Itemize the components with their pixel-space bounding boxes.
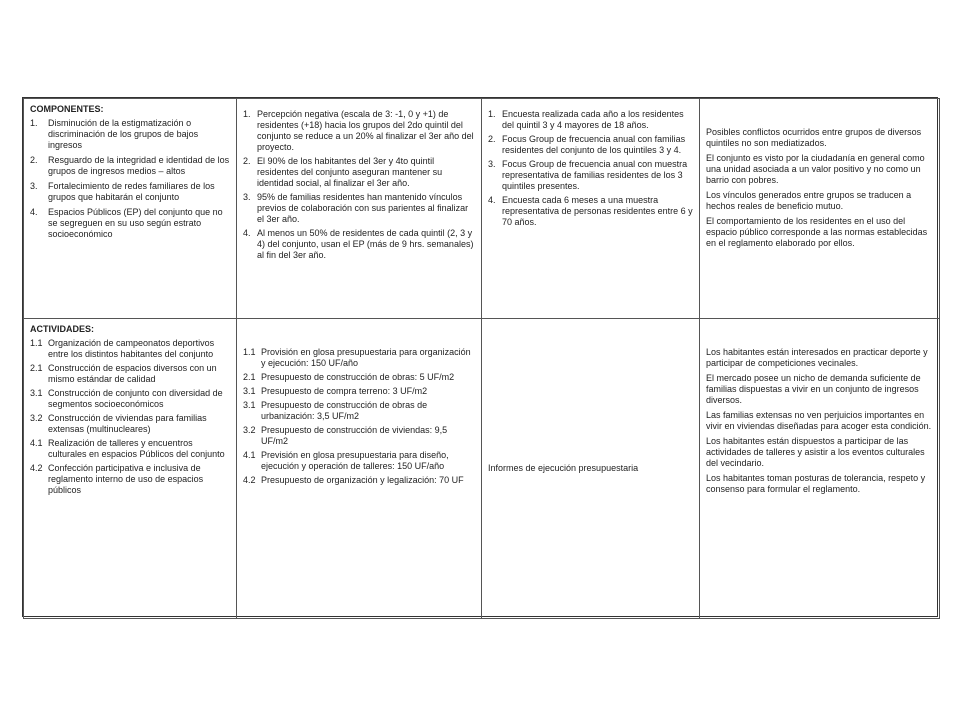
assumption-paragraph: Los vínculos generados entre grupos se traducen a hechos reales de beneficio mutuo. [706, 190, 912, 211]
item-number: 2.1 [30, 363, 43, 373]
item-text: Provisión en glosa presupuestaria para organización y ejecución: 150 UF/año [261, 347, 471, 368]
item-text: Presupuesto de construcción de obras de urbanización: 3,5 UF/m2 [261, 400, 428, 421]
list-item [488, 109, 693, 131]
list-item [30, 338, 230, 360]
assumption-paragraph: Los habitantes están interesados en practicar deporte y participar de competiciones vecinales. [706, 347, 928, 368]
item-number: 3.2 [243, 425, 256, 435]
item-text: Presupuesto de organización y legalización: 70 UF [261, 475, 464, 485]
item-number: 3.1 [243, 386, 256, 396]
list-item [243, 347, 475, 369]
item-number: 3.1 [243, 400, 256, 410]
activities-cell [24, 319, 237, 619]
list-item [30, 155, 230, 177]
item-number: 1. [488, 109, 496, 119]
item-text: Focus Group de frecuencia anual con muestra representativa de familias residentes de los 3 quintiles presentes. [502, 159, 688, 191]
logframe-table [22, 97, 938, 617]
resources-cell [237, 319, 482, 619]
list-item [243, 400, 475, 422]
activities-assumptions-cell [700, 319, 940, 619]
item-number: 4.1 [30, 438, 43, 448]
item-number: 1. [243, 109, 251, 119]
list-item [243, 372, 475, 383]
list-item [30, 207, 230, 240]
list-item [243, 425, 475, 447]
item-text: Fortalecimiento de redes familiares de los grupos que habitarán el conjunto [48, 181, 215, 202]
item-text: Disminución de la estigmatización o discriminación de los grupos de bajos ingresos [48, 118, 199, 150]
list-item [243, 386, 475, 397]
list-item [30, 413, 230, 435]
item-text: Construcción de viviendas para familias extensas (multinucleares) [48, 413, 207, 434]
item-text: Presupuesto de construcción de obras: 5 UF/m2 [261, 372, 455, 382]
components-header: COMPONENTES: [30, 104, 104, 114]
budget-reports-text: Informes de ejecución presupuestaria [488, 463, 639, 473]
components-row [24, 99, 940, 319]
resources-list [243, 347, 475, 486]
list-item [243, 475, 475, 486]
item-text: Encuesta realizada cada año a los residentes del quintil 3 y 4 mayores de 18 años. [502, 109, 684, 130]
item-number: 2. [243, 156, 251, 166]
item-text: Encuesta cada 6 meses a una muestra representativa de personas residentes entre 6 y 70 años. [502, 195, 693, 227]
item-number: 2. [488, 134, 496, 144]
verification-cell [482, 99, 700, 319]
item-number: 4. [243, 228, 251, 238]
indicators-list [243, 109, 475, 261]
item-text: Organización de campeonatos deportivos entre los distintos habitantes del conjunto [48, 338, 215, 359]
list-item [243, 228, 475, 261]
item-number: 3. [243, 192, 251, 202]
list-item [488, 195, 693, 228]
item-text: Previsión en glosa presupuestaria para diseño, ejecución y operación de talleres: 150 UF/año [261, 450, 449, 471]
item-text: Espacios Públicos (EP) del conjunto que no se segreguen en su uso según estrato socioeconómico [48, 207, 223, 239]
indicators-cell [237, 99, 482, 319]
matrix-table [23, 98, 940, 619]
assumptions-cell [700, 99, 940, 319]
item-text: Construcción de espacios diversos con un mismo estándar de calidad [48, 363, 217, 384]
item-text: Al menos un 50% de residentes de cada quintil (2, 3 y 4) del conjunto, usan el EP (más de 9 hrs. semanales) al fin del 3er año. [257, 228, 474, 260]
assumption-paragraph: El mercado posee un nicho de demanda suficiente de familias dispuestas a vivir en un conjunto de ingresos diversos. [706, 373, 921, 405]
assumption-paragraph: Las familias extensas no ven perjuicios importantes en vivir en viviendas diseñadas para acoger esta condición. [706, 410, 932, 431]
assumption-paragraph: Los habitantes toman posturas de tolerancia, respeto y consenso para formular el reglamento. [706, 473, 926, 494]
activities-verification-cell [482, 319, 700, 619]
item-number: 4. [488, 195, 496, 205]
list-item [488, 159, 693, 192]
item-text: Presupuesto de construcción de viviendas: 9,5 UF/m2 [261, 425, 448, 446]
list-item [30, 388, 230, 410]
item-number: 4.2 [30, 463, 43, 473]
list-item [30, 181, 230, 203]
item-number: 2. [30, 155, 38, 165]
item-text: Construcción de conjunto con diversidad de segmentos socioeconómicos [48, 388, 223, 409]
activities-list [30, 338, 230, 496]
assumption-paragraph: El comportamiento de los residentes en el uso del espacio público corresponde a las normas establecidas en el reglamento elaborado por ellos. [706, 216, 928, 248]
list-item [243, 109, 475, 153]
list-item [30, 363, 230, 385]
list-item [243, 156, 475, 189]
item-number: 1.1 [243, 347, 256, 357]
item-number: 1. [30, 118, 38, 128]
item-text: 95% de familias residentes han mantenido vínculos previos de colaboración con sus parientes al finalizar el 3er año. [257, 192, 469, 224]
list-item [30, 118, 230, 151]
activities-header: ACTIVIDADES: [30, 324, 95, 334]
item-number: 4. [30, 207, 38, 217]
item-number: 3.1 [30, 388, 43, 398]
item-number: 4.2 [243, 475, 256, 485]
list-item [30, 438, 230, 460]
item-number: 3.2 [30, 413, 43, 423]
item-text: Presupuesto de compra terreno: 3 UF/m2 [261, 386, 428, 396]
item-number: 3. [30, 181, 38, 191]
item-text: Realización de talleres y encuentros culturales en espacios Públicos del conjunto [48, 438, 225, 459]
item-number: 1.1 [30, 338, 43, 348]
item-text: Percepción negativa (escala de 3: -1, 0 y +1) de residentes (+18) hacia los grupos del 2do quintil del conjunto se reduce a un 20% al finalizar el 3er año del proyecto. [257, 109, 474, 152]
item-text: Resguardo de la integridad e identidad de los grupos de ingresos medios – altos [48, 155, 230, 176]
item-text: El 90% de los habitantes del 3er y 4to quintil residentes del conjunto aseguran mantener su identidad social, al finalizar el 3er año. [257, 156, 443, 188]
item-text: Focus Group de frecuencia anual con familias residentes del conjunto de los quintiles 3 y 4. [502, 134, 686, 155]
list-item [488, 134, 693, 156]
activities-row [24, 319, 940, 619]
components-cell [24, 99, 237, 319]
assumption-paragraph: El conjunto es visto por la ciudadanía en general como una unidad asociada a un valor positivo y no como un barrio con pobres. [706, 153, 925, 185]
verification-list [488, 109, 693, 228]
list-item [243, 192, 475, 225]
assumption-paragraph: Los habitantes están dispuestos a participar de las actividades de talleres y asistir a los eventos culturales del vecindario. [706, 436, 925, 468]
components-list [30, 118, 230, 240]
item-text: Confección participativa e inclusiva de reglamento interno de uso de espacios públicos [48, 463, 204, 495]
list-item [243, 450, 475, 472]
item-number: 2.1 [243, 372, 256, 382]
item-number: 4.1 [243, 450, 256, 460]
item-number: 3. [488, 159, 496, 169]
list-item [30, 463, 230, 496]
assumption-paragraph: Posibles conflictos ocurridos entre grupos de diversos quintiles no son mediatizados. [706, 127, 922, 148]
